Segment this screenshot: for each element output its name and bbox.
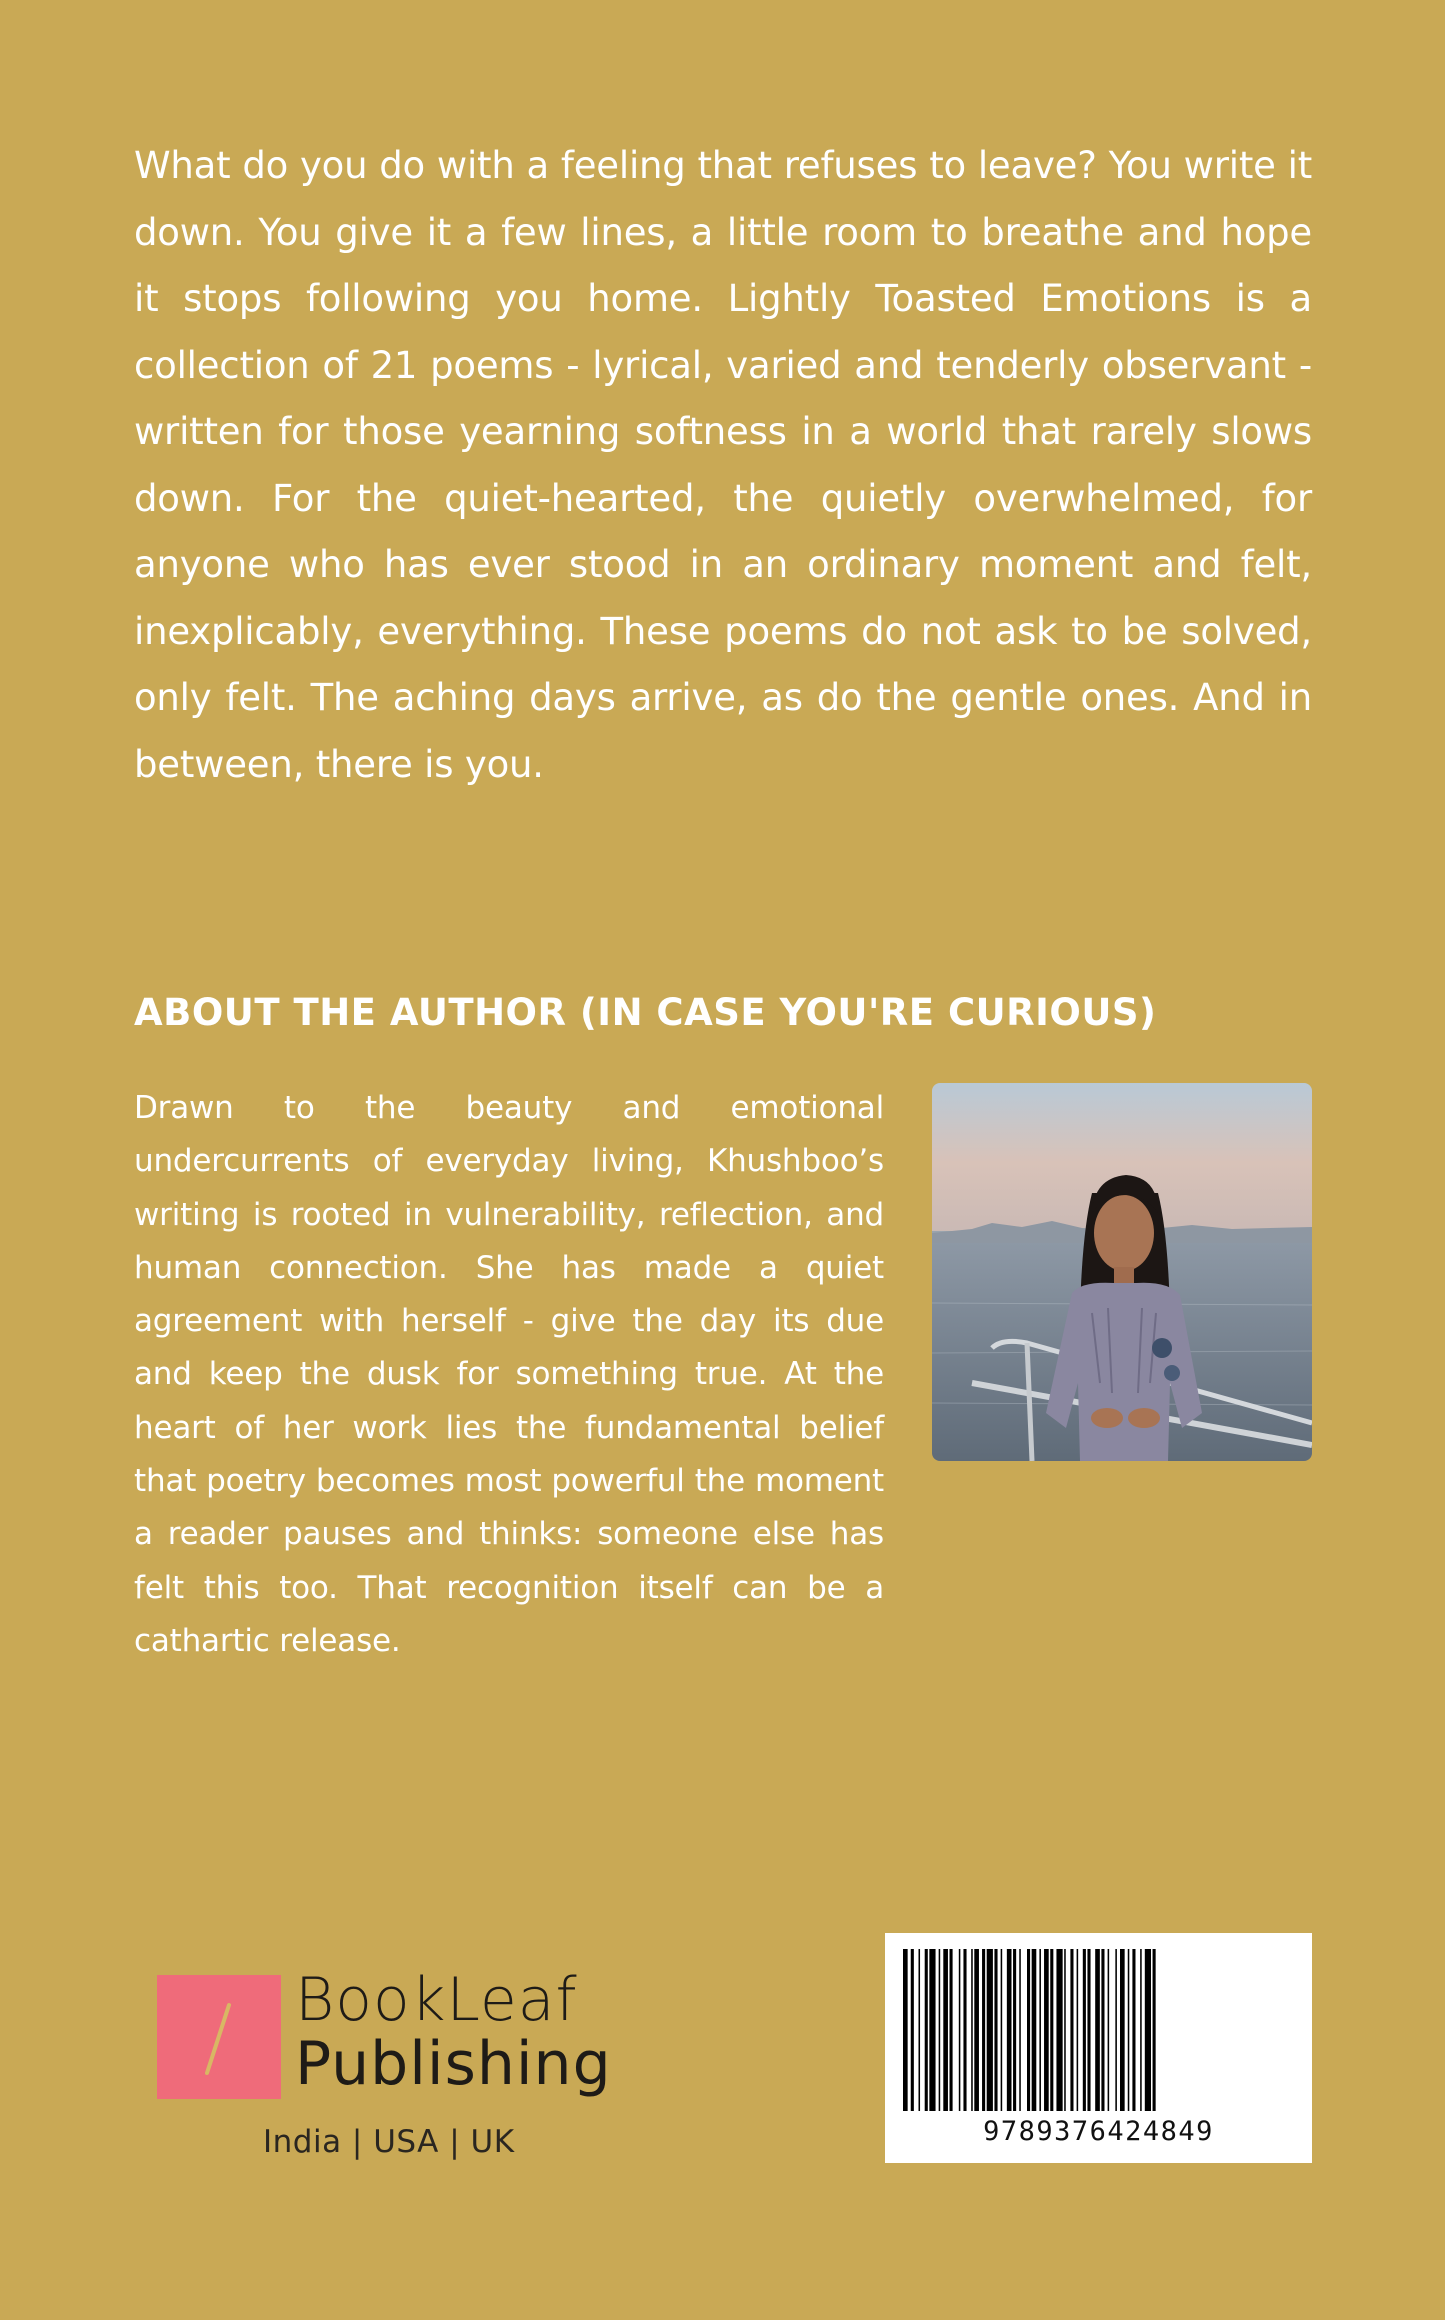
barcode-bar [1077,1949,1079,2111]
barcode-bar [1027,1949,1030,2111]
barcode-bar [963,1949,966,2111]
barcode-bar [1001,1949,1003,2111]
barcode-bar [974,1949,979,2111]
barcode-bar [971,1949,973,2111]
barcode-bar [1039,1949,1041,2111]
barcode-bar [959,1949,961,2111]
barcode-bar [925,1949,928,2111]
barcode-bar [929,1949,935,2111]
about-author-text: Drawn to the beauty and emotional undercurrents of everyday living, Khushboo’s writing is rooted in vulnerability, reflection, and human connection. She has made a quiet agreement with herself - give the day its due and keep the dusk for something true. At the heart of her work lies the fundamental belief that poetry becomes most powerful the moment a reader pauses and thinks: someone else has felt this too. That recognition itself can be a cathartic release. [134,1090,884,1659]
barcode-bar [1145,1949,1151,2111]
author-photo [932,1083,1312,1461]
barcode-bar [943,1949,948,2111]
barcode-bar [1007,1949,1012,2111]
barcode-bar [1019,1949,1021,2111]
publisher-logo-square [157,1975,281,2099]
barcode-bar [1044,1949,1049,2111]
barcode-bar [1153,1949,1156,2111]
barcode-bar [1083,1949,1086,2111]
barcode-bar [1056,1949,1062,2111]
barcode-bar [1064,1949,1066,2111]
barcode-bar [1140,1949,1142,2111]
barcode-bar [1101,1949,1104,2111]
barcode-bar [1115,1949,1117,2111]
isbn-number: 9789376424849 [983,2116,1214,2147]
publisher-regions: India | USA | UK [263,2124,515,2160]
barcode-bar [911,1949,914,2111]
barcode-bar [987,1949,993,2111]
publisher-name-line2: Publishing [295,2029,612,2099]
author-photo-image [932,1083,1312,1461]
barcode-bar [950,1949,953,2111]
barcode-bar [1132,1949,1135,2111]
barcode-bar [919,1949,921,2111]
barcode-bar [1108,1949,1110,2111]
publisher-name-line1: BookLeaf [295,1965,578,2035]
barcode-bar [1050,1949,1053,2111]
barcode-bar [1095,1949,1100,2111]
barcode-bar [1013,1949,1016,2111]
leaf-slash-icon [157,1975,281,2099]
publisher-logo [157,1965,617,2168]
barcode-bar [1087,1949,1090,2111]
about-author-heading: ABOUT THE AUTHOR (IN CASE YOU'RE CURIOUS) [134,991,1157,1034]
barcode-bar [939,1949,941,2111]
book-blurb: What do you do with a feeling that refuses to leave? You write it down. You give it a few lines, a little room to breathe and hope it stops following you home. Lightly Toasted Emotions is a collection of 21 poems - lyrical, varied and tenderly observant - written for those yearning softness in a world that rarely slows down. For the quiet-hearted, the quietly overwhelmed, for anyone who has ever stood in an ordinary moment and felt, inexplicably, everything. These poems do not ask to be solved, only felt. The aching days arrive, as do the gentle ones. And in between, there is you. [134,144,1312,786]
barcode-bar [1128,1949,1130,2111]
isbn-barcode [885,1933,1312,2163]
barcode-bar [994,1949,997,2111]
barcode-bar [1120,1949,1125,2111]
barcode-bar [1032,1949,1037,2111]
barcode-bar [982,1949,985,2111]
barcode-bar [903,1949,908,2111]
barcode-bar [1070,1949,1073,2111]
